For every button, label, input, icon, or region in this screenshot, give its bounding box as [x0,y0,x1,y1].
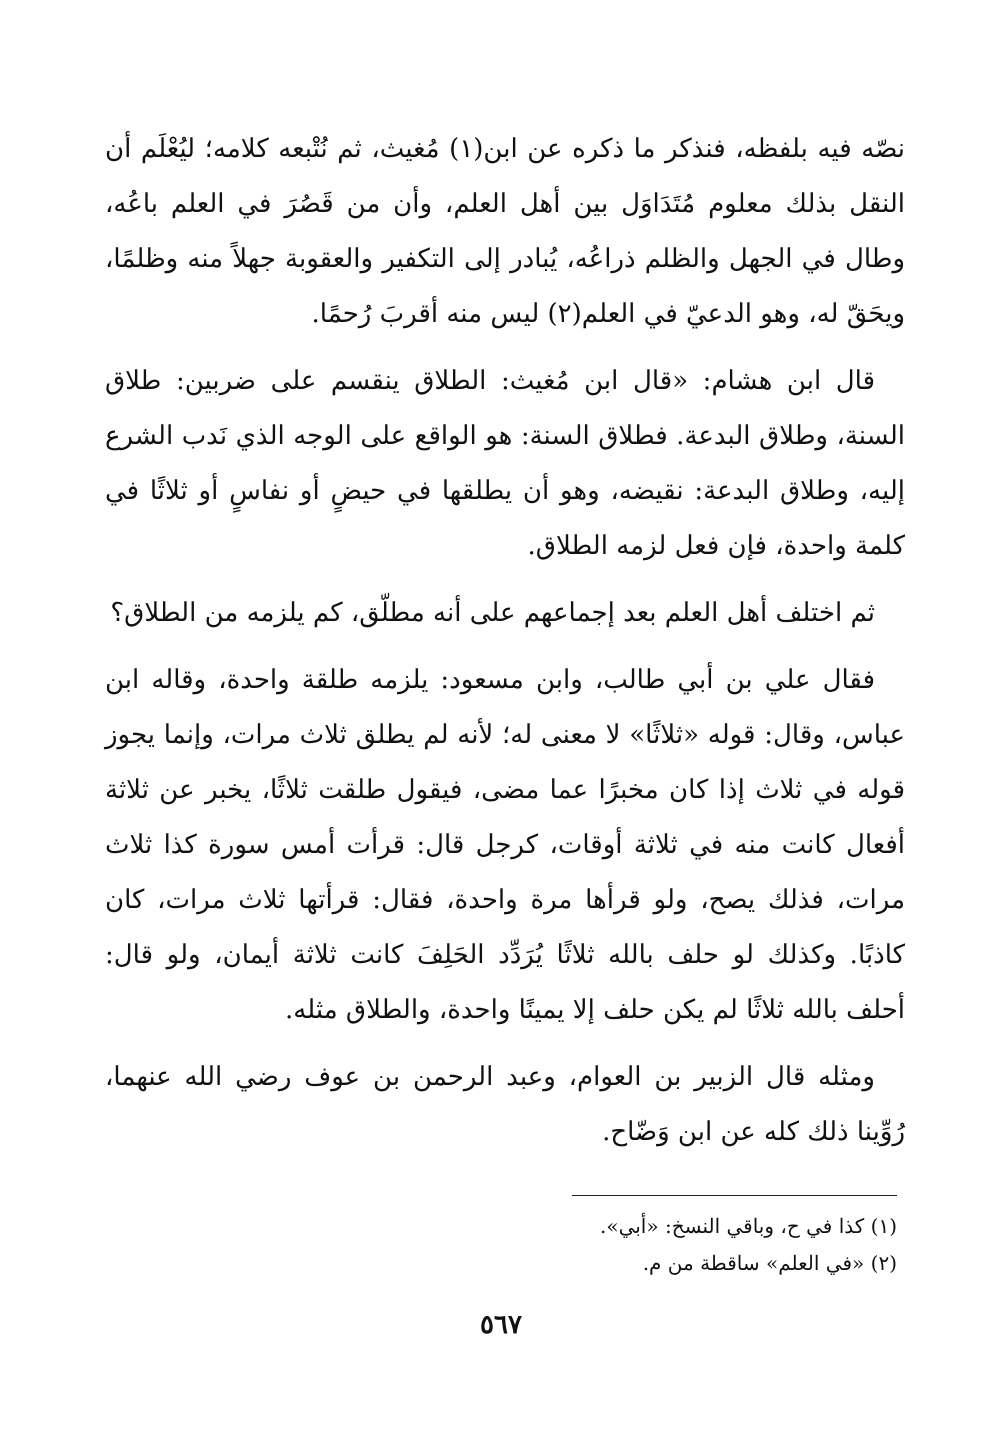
page-number: ٥٦٧ [480,1310,522,1340]
paragraph-2: قال ابن هشام: «قال ابن مُغيث: الطلاق ينقسم على ضربين: طلاق السنة، وطلاق البدعة. فطلاق السنة: هو الواقع على الوجه الذي نَدب الشرع إليه، وطلاق البدعة: نقيضه، وهو أن يطلقها في حيضٍ أو نفاسٍ أو ثلاثًا في كلمة واحدة، فإن فعل لزمه الطلاق. [105,366,905,561]
footnote-divider [572,1195,897,1196]
footnotes [397,1208,897,1282]
paragraph-1: نصّه فيه بلفظه، فنذكر ما ذكره عن ابن(١) مُغيث، ثم نُتْبعه كلامه؛ ليُعْلَم أن النقل بذلك معلوم مُتَدَاوَل بين أهل العلم، وأن من قَصُرَ في العلم باعُه، وطال في الجهل والظلم ذراعُه، يُبادر إلى التكفير والعقوبة جهلاً منه وظلمًا، ويحَقّ له، وهو الدعيّ في العلم(٢) ليس منه أقربَ رُحمًا. [105,134,905,329]
paragraph-5: ومثله قال الزبير بن العوام، وعبد الرحمن بن عوف رضي الله عنهما، رُوِّينا ذلك كله عن ابن وَضّاح. [105,1062,905,1147]
footnote-1: (١) كذا في ح، وباقي النسخ: «أبي». [599,1214,897,1238]
paragraph-4: فقال علي بن أبي طالب، وابن مسعود: يلزمه طلقة واحدة، وقاله ابن عباس، وقال: قوله «ثلاثًا» لا معنى له؛ لأنه لم يطلق ثلاث مرات، وإنما يجوز قوله في ثلاث إذا كان مخبرًا عما مضى، فيقول طلقت ثلاثًا، يخبر عن ثلاثة أفعال كانت منه في ثلاثة أوقات، كرجل قال: قرأت أمس سورة كذا ثلاث مرات، فذلك يصح، ولو قرأها مرة واحدة، فقال: قرأتها ثلاث مرات، كان كاذبًا. وكذلك لو حلف بالله ثلاثًا يُرَدِّد الحَلِفَ كانت ثلاثة أيمان، ولو قال: أحلف بالله ثلاثًا لم يكن حلف إلا يمينًا واحدة، والطلاق مثله. [105,665,905,1025]
main-text [105,122,905,1172]
footnote-2: (٢) «في العلم» ساقطة من م. [642,1251,897,1275]
paragraph-3: ثم اختلف أهل العلم بعد إجماعهم على أنه مطلّق، كم يلزمه من الطلاق؟ [110,598,875,628]
